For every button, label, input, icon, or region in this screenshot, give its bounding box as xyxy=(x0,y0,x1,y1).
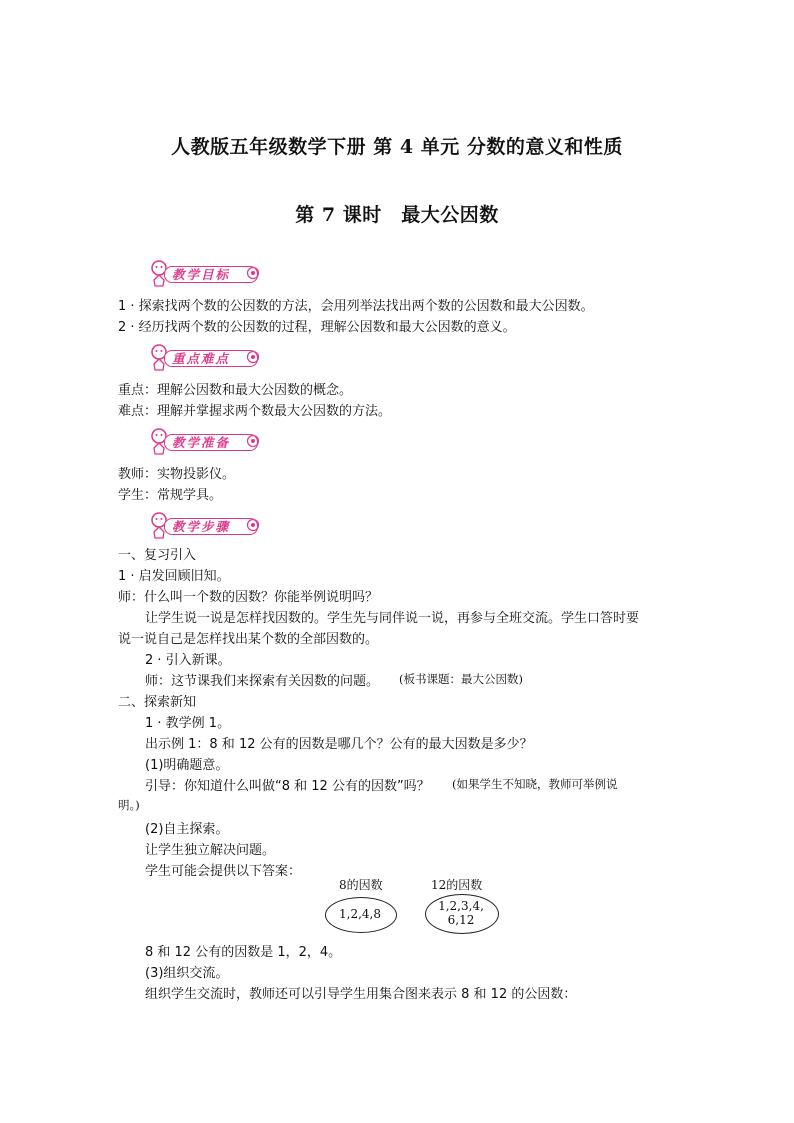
step-line: (2)自主探索。 xyxy=(145,822,229,837)
step-line: 2 · 引入新课。 xyxy=(145,653,231,668)
step-line-note: 明。) xyxy=(118,798,140,812)
step-line: 学生可能会提供以下答案： xyxy=(145,864,302,879)
step-line: 出示例 1：8 和 12 公有的因数是哪几个？公有的最大因数是多少？ xyxy=(145,737,533,752)
step-line: 师：什么叫一个数的因数？你能举例说明吗？ xyxy=(118,590,379,605)
target-icon xyxy=(246,266,260,280)
step-line: 8 和 12 公有的因数是 1，2，4。 xyxy=(145,945,342,960)
step-line: 引导：你知道什么叫做“8 和 12 公有的因数”吗？ xyxy=(145,779,430,794)
section-heading-prep: 教学准备 xyxy=(172,435,231,450)
step-line: 1 · 启发回顾旧知。 xyxy=(118,569,230,584)
prep-line-2: 学生：常规学具。 xyxy=(118,488,223,503)
goal-line-1: 1 · 探索找两个数的公因数的方法，会用列举法找出两个数的公因数和最大公因数。 xyxy=(118,299,594,314)
target-icon xyxy=(246,434,260,448)
keypoint-line-2: 难点：理解并掌握求两个数最大公因数的方法。 xyxy=(118,404,392,419)
target-icon xyxy=(246,518,260,532)
step-line-note: (板书课题：最大公因数) xyxy=(399,672,523,686)
prep-line-1: 教师：实物投影仪。 xyxy=(118,467,236,482)
keypoint-line-1: 重点：理解公因数和最大公因数的概念。 xyxy=(118,383,353,398)
step-line: 1 · 教学例 1。 xyxy=(145,716,231,731)
target-icon xyxy=(246,350,260,364)
right-caption: 12的因数 xyxy=(431,878,483,892)
step-line: 师：这节课我们来探索有关因数的问题。 xyxy=(145,674,380,689)
factor-diagram xyxy=(322,872,522,942)
left-values: 1,2,4,8 xyxy=(339,907,381,921)
section-badge-steps xyxy=(148,514,260,536)
right-values-line2: 6,12 xyxy=(447,913,475,927)
section-badge-keypoints xyxy=(148,346,260,368)
step-line-note: (如果学生不知晓，教师可举例说 xyxy=(452,777,618,791)
section-heading-keypoints: 重点难点 xyxy=(172,351,231,366)
step-line: (3)组织交流。 xyxy=(145,966,229,981)
section-heading-steps: 教学步骤 xyxy=(172,519,231,534)
step-line: 让学生说一说是怎样找因数的。学生先与同伴说一说，再参与全班交流。学生口答时要 xyxy=(145,611,640,626)
right-values-line1: 1,2,3,4, xyxy=(438,899,484,913)
step-line: 说一说自己是怎样找出某个数的全部因数的。 xyxy=(118,632,379,647)
left-caption: 8的因数 xyxy=(339,878,383,892)
page-title: 人教版五年级数学下册 第 4 单元 分数的意义和性质 xyxy=(171,136,623,158)
section-heading-goals: 教学目标 xyxy=(172,267,231,282)
section-badge-goals xyxy=(148,262,260,284)
section-badge-prep xyxy=(148,430,260,452)
lesson-title: 第 7 课时 最大公因数 xyxy=(295,204,499,226)
goal-line-2: 2 · 经历找两个数的公因数的过程，理解公因数和最大公因数的意义。 xyxy=(118,320,516,335)
step-line: 一、复习引入 xyxy=(118,548,197,563)
step-line: 让学生独立解决问题。 xyxy=(145,843,276,858)
step-line: (1)明确题意。 xyxy=(145,758,229,773)
step-line: 二、探索新知 xyxy=(118,695,197,710)
step-line: 组织学生交流时，教师还可以引导学生用集合图来表示 8 和 12 的公因数： xyxy=(145,987,577,1002)
